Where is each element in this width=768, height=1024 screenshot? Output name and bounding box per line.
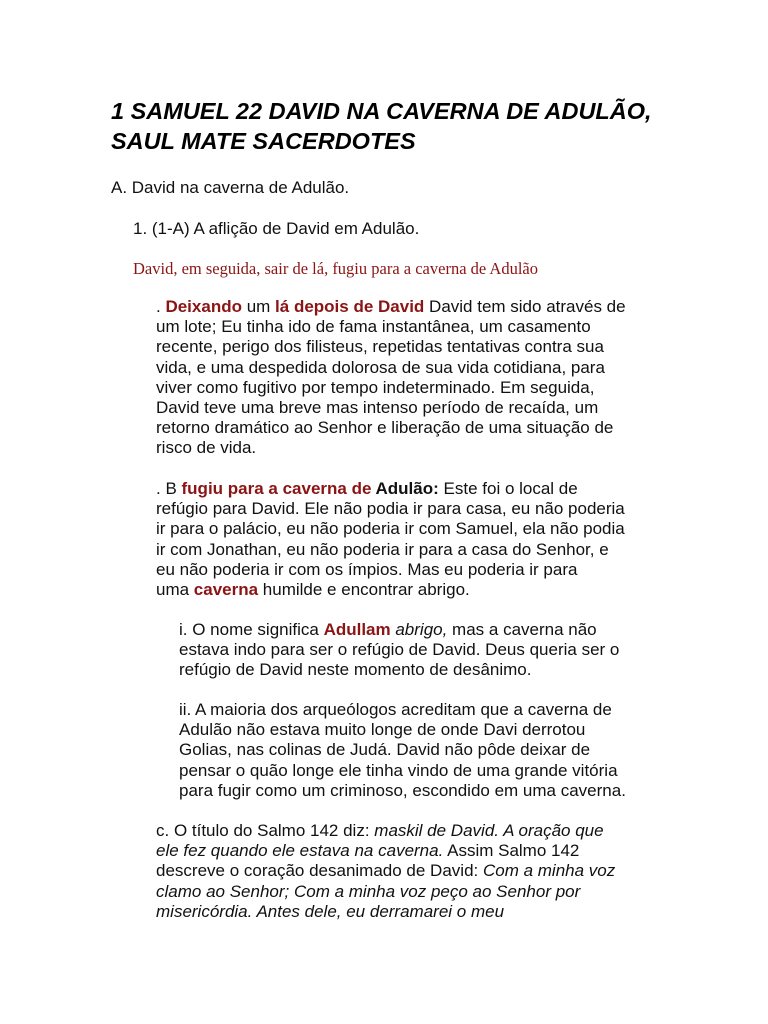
paragraph-b-line-1: . B fugiu para a caverna de Adulão: Este foi o local de [156,479,578,498]
keyword-adulao: Adulão: [371,479,439,498]
paragraph-b: . B fugiu para a caverna de Adulão: Este foi o local de refúgio para David. Ele não podia ir para casa, eu não poderia ir para o palácio, eu não poderia ir com Samuel, ela não podia ir com Jonathan, eu não poderia ir para a casa do Senhor, e eu não poderia ir com os ímpios. Mas eu poderia ir para uma caverna humilde e encontrar abrigo. [156,479,625,600]
keyword-adullam: Adullam [323,620,391,639]
title-line-2: SAUL MATE SACERDOTES [111,128,416,154]
paragraph-b-line-6: uma caverna humilde e encontrar abrigo. [156,580,470,600]
scripture-verse: David, em seguida, sair de lá, fugiu para a caverna de Adulão [133,259,539,278]
page-title [111,96,731,156]
item-1-heading: 1. (1-A) A aflição de David em Adulão. [133,219,420,238]
note-i: i. O nome significa Adullam abrigo, mas a caverna não estava indo para ser o refúgio de David. Deus queria ser o refúgio de David neste momento de desânimo. [179,620,620,680]
title-line-1: 1 SAMUEL 22 DAVID NA CAVERNA DE ADULÃO, [111,98,652,124]
paragraph-c: c. O título do Salmo 142 diz: maskil de David. A oração que ele fez quando ele estava na caverna. Assim Salmo 142 descreve o coração desanimado de David: Com a minha voz clamo ao Senhor; Com a minha voz peço ao Senhor por misericórdia. Antes dele, eu derramarei o meu [156,821,616,921]
keyword-fugiu: fugiu para a caverna de [181,479,372,498]
keyword-caverna: caverna [193,580,259,600]
note-i-line-1: i. O nome significa Adullam abrigo, mas a caverna não [179,620,597,639]
note-ii: ii. A maioria dos arqueólogos acreditam que a caverna de Adulão não estava muito longe de onde Davi derrotou Golias, nas colinas de Judá. David não pôde deixar de pensar o quão longe ele tinha vindo de uma grande vitória para fugir como um criminoso, escondido em uma caverna. [179,700,626,800]
paragraph-a: . Deixando um lá depois de David David tem sido através de um lote; Eu tinha ido de fama instantânea, um casamento recente, perigo dos filisteus, repetidas tentativas contra sua vida, e uma despedida dolorosa de sua vida cotidiana, para viver como fugitivo por tempo indeterminado. Em seguida, David teve uma breve mas intenso período de recaída, um retorno dramático ao Senhor e liberação de uma situação de risco de vida. [156,297,626,458]
keyword-deixando: Deixando [165,297,242,316]
keyword-la-depois-de-david: lá depois de David [275,297,425,316]
paragraph-a-line-1: . Deixando um lá depois de David David tem sido através de [156,297,626,316]
section-a-heading: A. David na caverna de Adulão. [111,178,350,197]
